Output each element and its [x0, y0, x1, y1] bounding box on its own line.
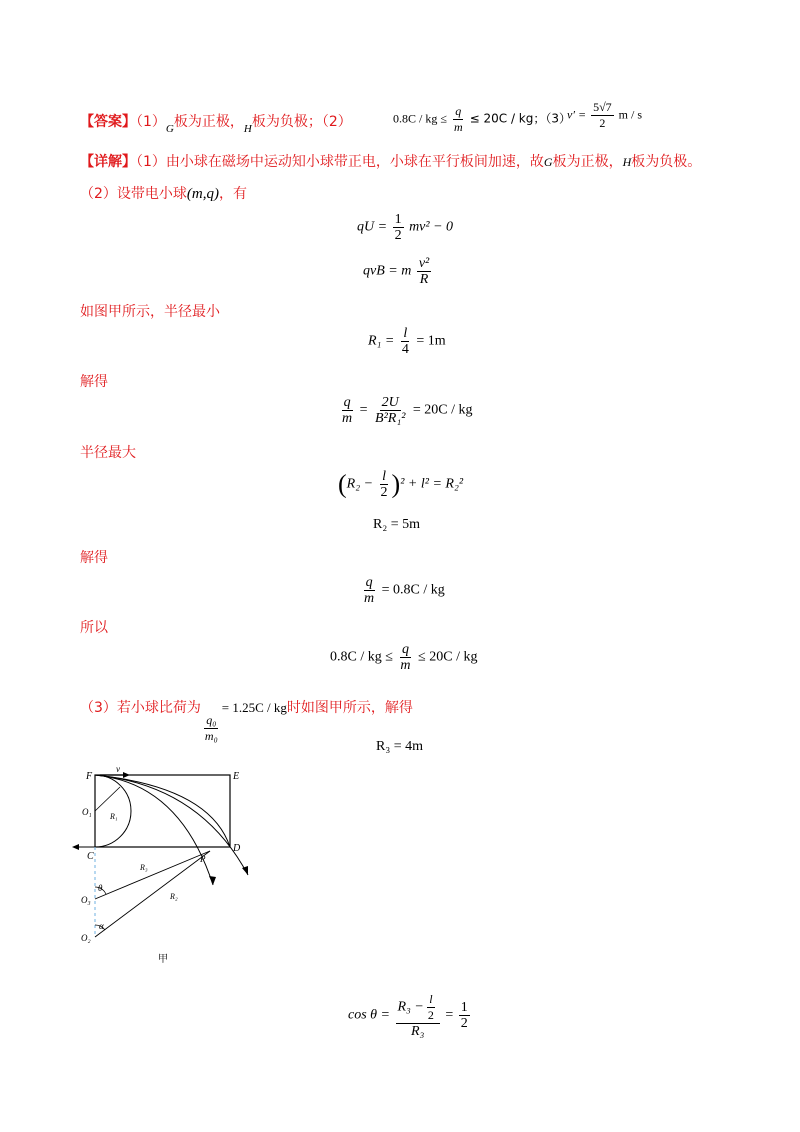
- detail-line1c: 板为负极。: [631, 154, 702, 170]
- eq1-lhs: qU =: [357, 219, 388, 235]
- eq4-den1: m: [342, 411, 353, 426]
- eq4-rhs: = 20C / kg: [412, 402, 473, 418]
- eq3-rhs: = 1m: [416, 333, 446, 349]
- eq5-r2: R₂ −: [346, 476, 374, 492]
- eq8-den: m: [400, 658, 411, 673]
- exit-arrow-head: [72, 844, 79, 850]
- label-r3: R₃: [140, 863, 148, 872]
- eq10-rnum: 1: [460, 1000, 468, 1015]
- equation-r2: R₂ = 5m: [373, 517, 421, 532]
- answer-velocity: [567, 100, 642, 131]
- answer-vden: 2: [599, 116, 606, 130]
- eq8-lhs: 0.8C / kg ≤: [330, 649, 393, 665]
- equation-geometry: [338, 469, 463, 500]
- eq10-topden: 2: [427, 1008, 434, 1022]
- detail-line1b: 板为正极，: [552, 154, 623, 170]
- eq10-top: R₃ −: [397, 999, 424, 1015]
- equation-charge-ratio-min: [360, 575, 445, 606]
- detail-line1: [80, 151, 701, 171]
- eq7-den: m: [364, 591, 375, 606]
- answer-text2: 板为负极；（2）: [251, 114, 352, 130]
- part3-den: m₀: [204, 729, 218, 743]
- eq8-rhs: ≤ 20C / kg: [418, 649, 478, 665]
- eq8-num: q: [401, 642, 409, 657]
- detail-line1a: （1）由小球在磁场中运动知小球带正电，小球在平行板间加速，故: [136, 154, 544, 170]
- equation-energy: [357, 212, 453, 243]
- text-max-radius: 半径最大: [80, 445, 136, 461]
- answer-q: q: [455, 104, 462, 118]
- eq4-num2: 2U: [381, 395, 399, 410]
- eq2-den: R: [419, 272, 429, 287]
- eq4-den2: B²R₁²: [375, 411, 406, 426]
- part3-line: [80, 697, 413, 744]
- equation-range: [330, 642, 477, 673]
- answer-g: G: [165, 123, 174, 135]
- arc-r3-arrow: [209, 876, 216, 885]
- eq10-lhs: cos θ =: [348, 1007, 390, 1023]
- arc-r3: [95, 775, 213, 885]
- answer-vprime: v′ =: [567, 107, 587, 122]
- eq4-num1: q: [343, 395, 351, 410]
- answer-m: m: [453, 120, 463, 134]
- answer-line: [80, 111, 352, 135]
- arc-d: [95, 775, 230, 847]
- eq10-den: R₃: [410, 1024, 425, 1039]
- label-c: C: [87, 851, 94, 862]
- answer-part1: （1）: [136, 114, 166, 130]
- answer-upper: ≤ 20C / kg；（3）: [469, 111, 572, 126]
- equation-charge-ratio-max: [338, 395, 473, 426]
- label-d: D: [233, 843, 241, 854]
- eq2-num: v²: [418, 256, 430, 271]
- answer-h: H: [243, 123, 252, 135]
- text-solve-1: 解得: [80, 374, 108, 390]
- eq10-rden: 2: [460, 1016, 468, 1031]
- answer-range: [393, 104, 571, 135]
- eq5-num: l: [382, 469, 386, 484]
- eq5-open: (: [338, 469, 347, 499]
- detail-line2: [80, 183, 247, 203]
- eq2-lhs: qvB = m: [363, 263, 412, 279]
- figure-jia: [70, 765, 270, 965]
- eq1-den: 2: [394, 228, 402, 243]
- detail-line2b: (m,q): [186, 186, 219, 202]
- eq1-num: 1: [394, 212, 402, 227]
- eq3-lhs: R₁ =: [368, 333, 395, 349]
- part3-a: （3）若小球比荷为: [80, 700, 201, 716]
- text-so: 所以: [80, 620, 108, 636]
- arc-r2: [95, 775, 248, 875]
- figure-caption: 甲: [158, 954, 168, 965]
- radius-r2-line: [95, 851, 210, 937]
- label-o1: O₁: [82, 807, 92, 817]
- label-theta: θ: [98, 883, 103, 893]
- label-r2: R₂: [170, 892, 178, 901]
- label-r1: R₁: [110, 812, 118, 821]
- answer-vnum: 5√7: [593, 100, 612, 114]
- detail-tag: 【详解】: [80, 154, 136, 170]
- eq4-mid: =: [359, 402, 368, 418]
- equation-lorentz: [363, 256, 433, 287]
- detail-line2a: （2）设带电小球: [80, 186, 187, 202]
- label-o2: O₂: [81, 933, 91, 943]
- velocity-arrow-head: [123, 772, 130, 778]
- semicircle-r1: [95, 775, 131, 847]
- eq5-close: ): [391, 469, 401, 499]
- eq3-den: 4: [401, 342, 409, 357]
- answer-lower: 0.8C / kg ≤: [393, 111, 447, 126]
- detail-g: G: [543, 155, 553, 169]
- text-min-radius: 如图甲所示，半径最小: [80, 304, 220, 320]
- rectangle-fedc: [95, 775, 230, 847]
- equation-r3: R₃ = 4m: [376, 739, 424, 754]
- label-alpha: α: [99, 921, 104, 931]
- answer-tag: 【答案】: [80, 114, 136, 130]
- label-f: F: [86, 771, 93, 782]
- detail-line2c: ，有: [219, 186, 247, 202]
- label-p: P: [200, 854, 206, 864]
- part3-b: = 1.25C / kg: [221, 700, 287, 715]
- label-v: v: [116, 765, 120, 774]
- detail-h: H: [622, 155, 632, 169]
- eq10-topnum: l: [429, 992, 433, 1006]
- label-o3: O₃: [81, 895, 91, 905]
- part3-c: 时如图甲所示，解得: [286, 700, 413, 716]
- equation-cos-theta: [348, 992, 472, 1039]
- answer-vunit: m / s: [618, 107, 642, 122]
- eq5-den: 2: [380, 485, 388, 500]
- label-e: E: [233, 771, 240, 782]
- part3-num: q₀: [206, 713, 217, 727]
- arc-r2-arrow: [242, 866, 248, 875]
- eq7-num: q: [365, 575, 373, 590]
- eq10-eq: =: [445, 1007, 454, 1023]
- answer-text1: 板为正极，: [173, 114, 244, 130]
- eq1-rhs: mv² − 0: [409, 219, 454, 235]
- equation-r1: [368, 326, 446, 357]
- eq3-num: l: [403, 326, 408, 341]
- radius-r3-line: [95, 851, 210, 899]
- text-solve-2: 解得: [80, 550, 108, 566]
- eq7-rhs: = 0.8C / kg: [381, 582, 445, 598]
- eq5-rest: ² + l² = R₂²: [400, 476, 464, 492]
- radius-r1-line: [95, 787, 120, 811]
